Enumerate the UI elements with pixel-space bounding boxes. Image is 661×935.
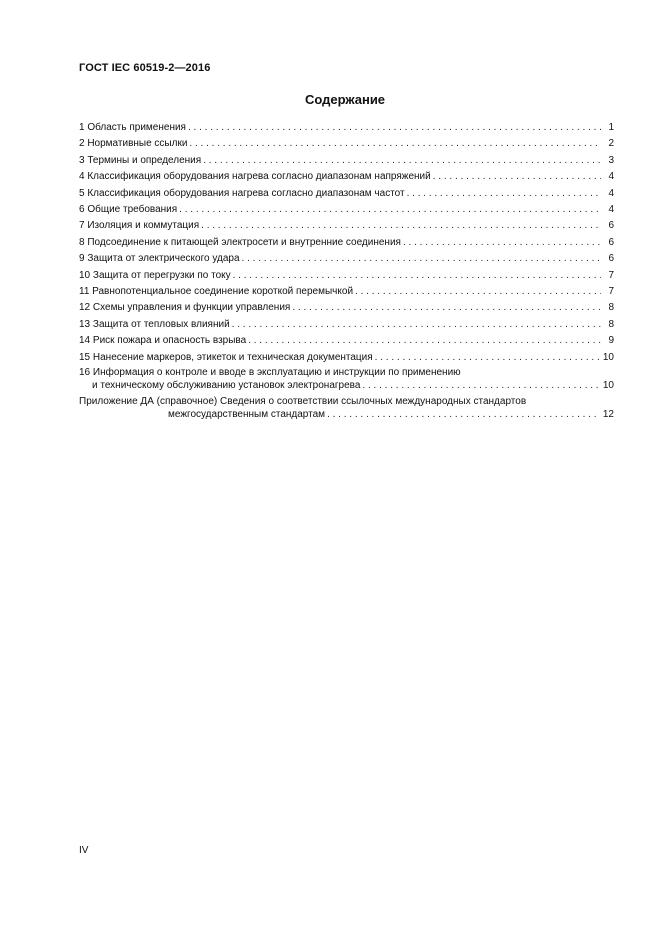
toc-entry-label: 6 Общие требования — [79, 204, 178, 216]
toc-entry-label: 4 Классификация оборудования нагрева согласно диапазонам напряжений — [79, 171, 431, 183]
toc-entry-label: 1 Область применения — [79, 122, 186, 133]
toc-entry-page: 4 — [608, 171, 614, 183]
toc-entry-6[interactable] — [79, 202, 614, 218]
toc-leader-dots — [233, 268, 601, 284]
toc-leader-dots — [407, 186, 601, 202]
toc-entry-label: 5 Классификация оборудования нагрева согласно диапазонам частот — [79, 187, 405, 199]
toc-entry-10[interactable] — [79, 268, 614, 284]
toc-entry-2[interactable] — [79, 136, 614, 152]
toc-entry-page: 6 — [608, 236, 614, 248]
toc-entry-page: 2 — [608, 138, 614, 150]
toc-leader-dots — [242, 251, 601, 267]
toc-entry-page: 3 — [608, 154, 614, 166]
toc-leader-dots — [327, 408, 600, 422]
toc-entry-page: 7 — [608, 269, 614, 281]
toc-entry-12[interactable] — [79, 300, 614, 316]
toc-entry-label: 2 Нормативные ссылки — [79, 138, 188, 150]
toc-entry-label: 15 Нанесение маркеров, этикеток и техническая документация — [79, 351, 373, 363]
toc-leader-dots — [362, 379, 599, 393]
toc-entry-label: 10 Защита от перегрузки по току — [79, 269, 231, 281]
toc-entry-label-line2: и техническому обслуживанию установок электронагрева — [92, 380, 361, 392]
toc-entry-5[interactable] — [79, 186, 614, 202]
toc-entry-label: 9 Защита от электрического удара — [79, 253, 240, 265]
toc-leader-dots — [248, 333, 601, 349]
toc-entry-label: 8 Подсоединение к питающей электросети и внутренние соединения — [79, 236, 401, 248]
toc-leader-dots — [355, 284, 601, 300]
toc-entry-page: 10 — [602, 351, 614, 363]
toc-entry-page: 6 — [608, 253, 614, 265]
toc-leader-dots — [179, 202, 601, 218]
toc-entry-page: 7 — [608, 286, 614, 298]
toc-entry-15[interactable] — [79, 350, 614, 366]
toc-leader-dots — [232, 317, 601, 333]
toc-entry-label-line1: Приложение ДА (справочное) Сведения о соответствии ссылочных международных стандартов — [79, 396, 527, 408]
toc-entry-7[interactable] — [79, 218, 614, 234]
toc-entry-label: 14 Риск пожара и опасность взрыва — [79, 335, 247, 347]
toc-entry-page: 8 — [608, 302, 614, 314]
toc-entry-16[interactable] — [79, 366, 614, 393]
toc-entry-1[interactable] — [79, 120, 614, 136]
toc-entry-label: 11 Равнопотенциальное соединение короткой перемычкой — [79, 286, 354, 298]
toc-entry-page: 10 — [602, 380, 614, 392]
toc-entry-page: 12 — [602, 409, 614, 421]
toc-leader-dots — [292, 300, 601, 316]
toc-entry-11[interactable] — [79, 284, 614, 300]
toc-entry-appendix-da[interactable] — [79, 395, 614, 422]
toc-entry-14[interactable] — [79, 333, 614, 349]
toc-leader-dots — [188, 120, 601, 136]
toc-leader-dots — [201, 218, 601, 234]
toc-entry-page: 8 — [608, 318, 614, 330]
toc-leader-dots — [375, 350, 600, 366]
toc-entry-label-line2: межгосударственным стандартам — [168, 409, 326, 421]
toc-entry-page: 1 — [608, 122, 614, 133]
toc-entry-13[interactable] — [79, 317, 614, 333]
toc-entry-label-line1: 16 Информация о контроле и вводе в эксплуатацию и инструкции по применению — [79, 367, 461, 379]
toc-entry-3[interactable] — [79, 153, 614, 169]
document-standard-header: ГОСТ IEC 60519-2—2016 — [79, 62, 211, 74]
toc-entry-label: 12 Схемы управления и функции управления — [79, 302, 291, 314]
toc-entry-label: 7 Изоляция и коммутация — [79, 220, 200, 232]
page-number: IV — [79, 845, 89, 856]
toc-leader-dots — [433, 169, 601, 185]
toc-entry-label: 3 Термины и определения — [79, 154, 202, 166]
toc-leader-dots — [189, 136, 601, 152]
toc-entry-page: 6 — [608, 220, 614, 232]
toc-leader-dots — [203, 153, 601, 169]
toc-entry-page: 4 — [608, 204, 614, 216]
toc-entry-page: 4 — [608, 187, 614, 199]
toc-entry-page: 9 — [608, 335, 614, 347]
toc-title: Содержание — [304, 92, 386, 107]
table-of-contents — [79, 120, 614, 424]
toc-entry-4[interactable] — [79, 169, 614, 185]
toc-entry-9[interactable] — [79, 251, 614, 267]
toc-leader-dots — [403, 235, 601, 251]
toc-entry-8[interactable] — [79, 235, 614, 251]
toc-entry-label: 13 Защита от тепловых влияний — [79, 318, 230, 330]
